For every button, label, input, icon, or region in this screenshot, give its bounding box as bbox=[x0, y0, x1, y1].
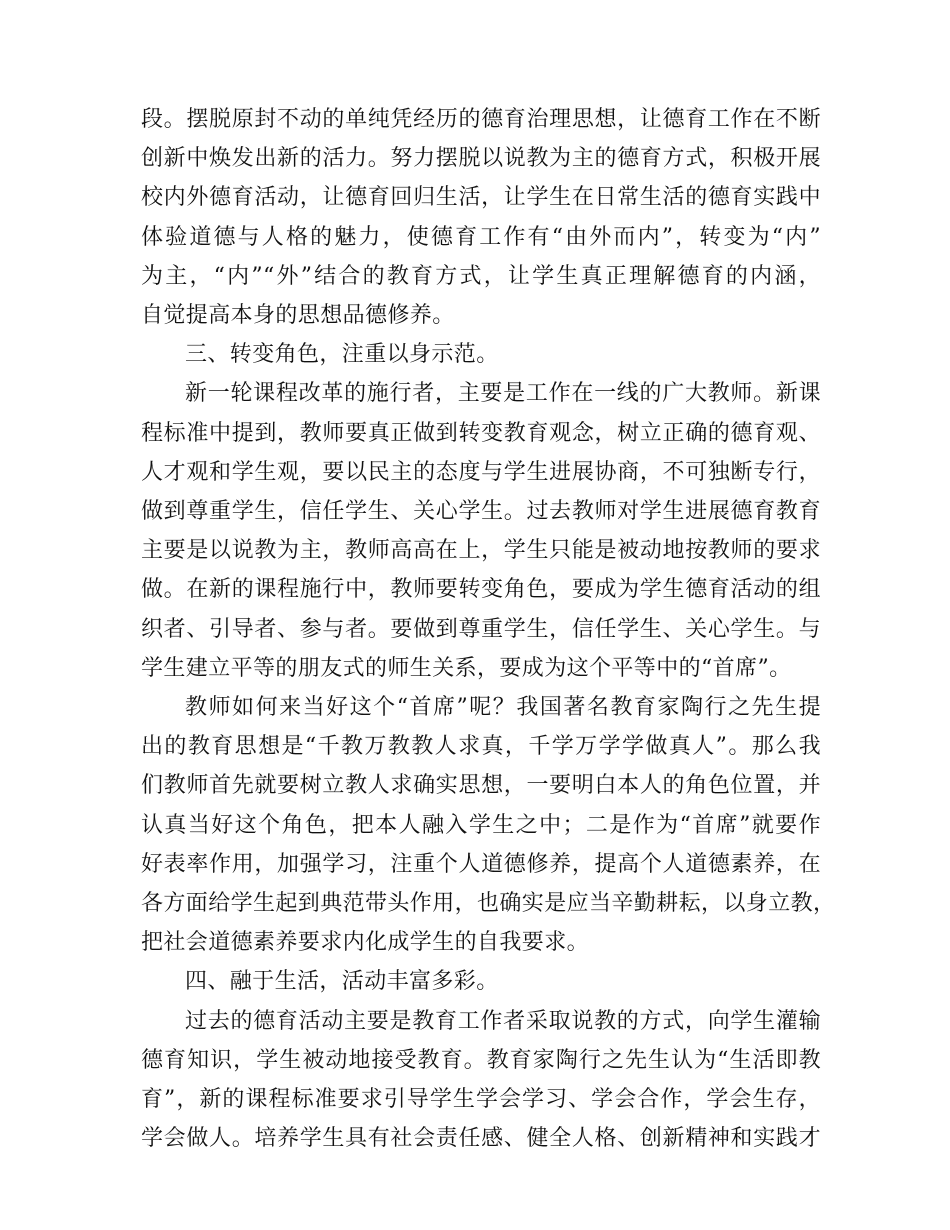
text-line: 新一轮课程改革的施行者，主要是工作在一线的广大教师。新课 bbox=[185, 381, 821, 407]
text-line: 织者、引导者、参与者。要做到尊重学生，信任学生、关心学生。与 bbox=[141, 616, 821, 642]
text-line: 们教师首先就要树立教人求确实思想，一要明白本人的角色位置，并 bbox=[141, 773, 821, 799]
text-line: 学生建立平等的朋友式的师生关系，要成为这个平等中的“首席”。 bbox=[141, 655, 792, 681]
text-line: 创新中焕发出新的活力。努力摆脱以说教为主的德育方式，积极开展 bbox=[141, 146, 821, 172]
text-line: 为主，“内”“外”结合的教育方式，让学生真正理解德育的内涵， bbox=[141, 263, 821, 289]
text-line: 主要是以说教为主，教师高高在上，学生只能是被动地按教师的要求 bbox=[141, 538, 821, 564]
document-body bbox=[141, 100, 836, 1158]
text-line: 程标准中提到，教师要真正做到转变教育观念，树立正确的德育观、 bbox=[141, 420, 821, 446]
heading-text: 四、融于生活，活动丰富多彩。 bbox=[185, 969, 499, 995]
heading-text: 三、转变角色，注重以身示范。 bbox=[185, 342, 499, 368]
text-line: 好表率作用，加强学习，注重个人道德修养，提高个人道德素养，在 bbox=[141, 851, 821, 877]
section-heading-4 bbox=[141, 962, 821, 1001]
paragraph-1 bbox=[141, 100, 821, 335]
text-line: 过去的德育活动主要是教育工作者采取说教的方式，向学生灌输 bbox=[185, 1008, 821, 1034]
text-line: 校内外德育活动，让德育回归生活，让学生在日常生活的德育实践中 bbox=[141, 185, 821, 211]
paragraph-3 bbox=[141, 688, 836, 962]
text-line: 体验道德与人格的魅力，使德育工作有“由外而内”，转变为“内” bbox=[141, 224, 821, 250]
text-line: 把社会道德素养要求内化成学生的自我要求。 bbox=[141, 930, 590, 956]
paragraph-4 bbox=[141, 1002, 821, 1159]
text-line: 做到尊重学生，信任学生、关心学生。过去教师对学生进展德育教育 bbox=[141, 499, 821, 525]
section-heading-3 bbox=[141, 335, 821, 374]
paragraph-2 bbox=[141, 374, 821, 688]
text-line: 人才观和学生观，要以民主的态度与学生进展协商，不可独断专行， bbox=[141, 459, 821, 485]
text-line: 段。摆脱原封不动的单纯凭经历的德育治理思想，让德育工作在不断 bbox=[141, 107, 821, 132]
text-line: 学会做人。培养学生具有社会责任感、健全人格、创新精神和实践才 bbox=[141, 1126, 821, 1152]
text-line: 出的教育思想是“千教万教教人求真，千学万学学做真人”。那么我 bbox=[141, 734, 821, 760]
text-line: 育”，新的课程标准要求引导学生学会学习、学会合作，学会生存， bbox=[141, 1087, 821, 1113]
text-line: 各方面给学生起到典范带头作用，也确实是应当辛勤耕耘，以身立教， bbox=[141, 891, 836, 917]
text-line: 做。在新的课程施行中，教师要转变角色，要成为学生德育活动的组 bbox=[141, 577, 821, 603]
text-line: 认真当好这个角色，把本人融入学生之中；二是作为“首席”就要作 bbox=[141, 812, 821, 838]
text-line: 教师如何来当好这个“首席”呢？我国著名教育家陶行之先生提 bbox=[185, 695, 821, 721]
text-line: 德育知识，学生被动地接受教育。教育家陶行之先生认为“生活即教 bbox=[141, 1047, 821, 1073]
text-line: 自觉提高本身的思想品德修养。 bbox=[141, 303, 455, 329]
